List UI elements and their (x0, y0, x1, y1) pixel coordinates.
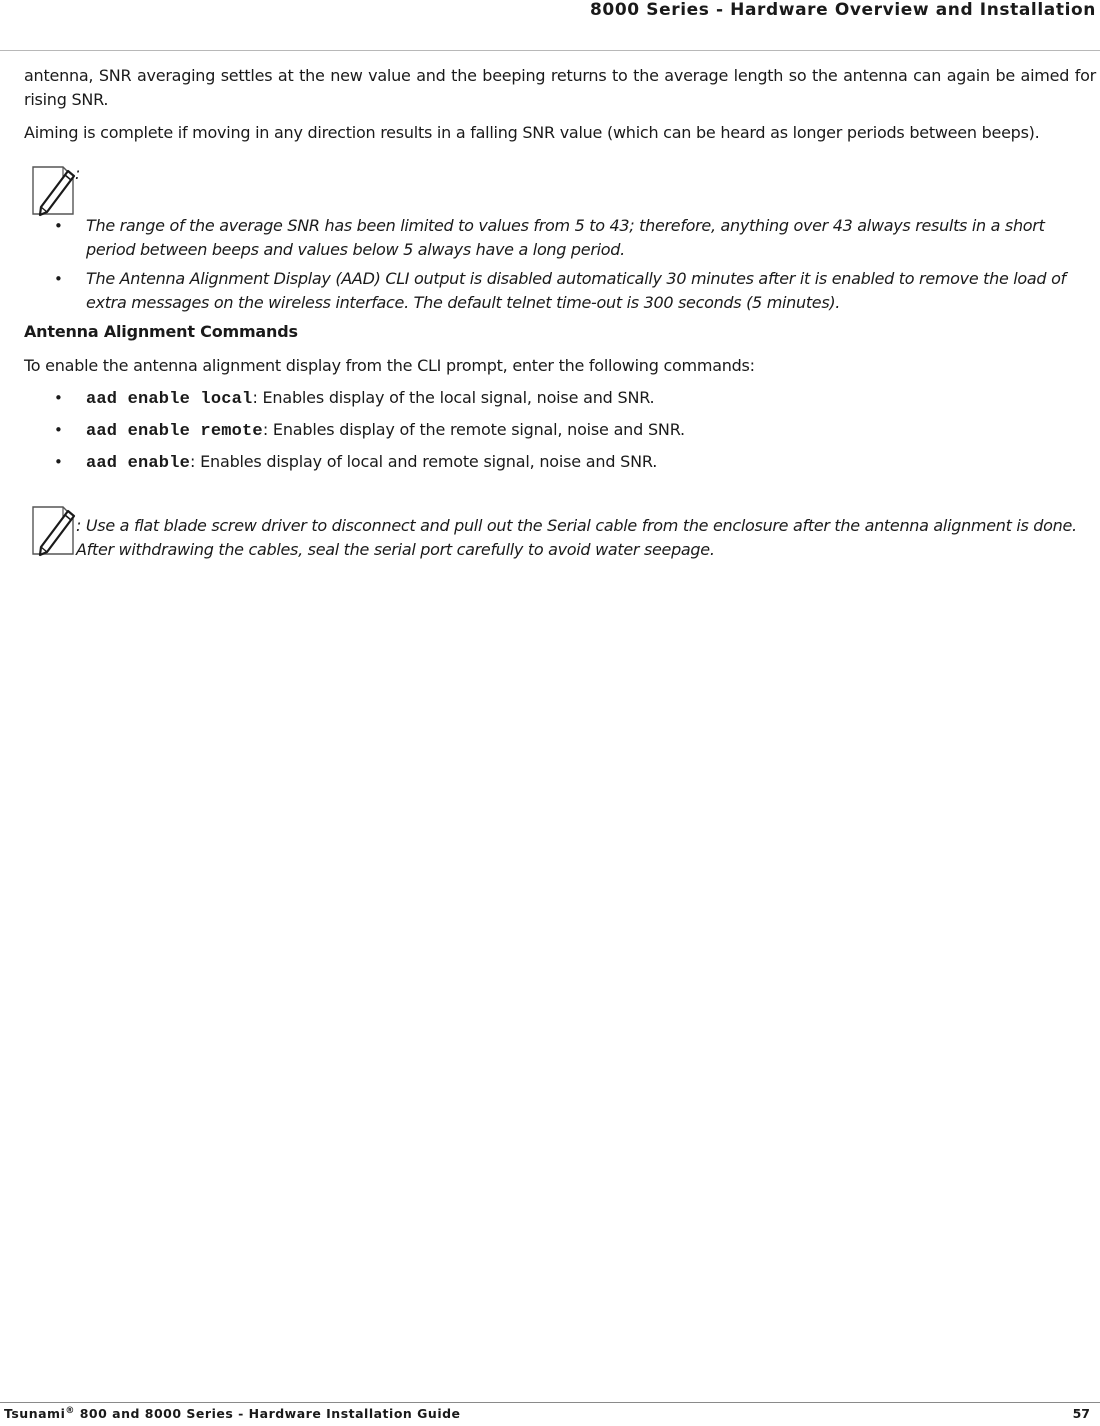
note-text: The range of the average SNR has been limited to values from 5 to 43; therefore, anything over 43 always results in a short period between beeps and values below 5 always have a long period. (86, 216, 1045, 259)
bullet: • (54, 421, 63, 439)
command-code: aad enable local (86, 390, 253, 409)
registered-mark: ® (65, 1406, 75, 1416)
paragraph-aiming-continued: antenna, SNR averaging settles at the new value and the beeping returns to the average length so the antenna can again be aimed for rising SNR. (24, 66, 1096, 109)
command-description: : Enables display of the local signal, noise and SNR. (252, 388, 655, 407)
page-header-title: 8000 Series - Hardware Overview and Installation (590, 0, 1096, 20)
note-text: The Antenna Alignment Display (AAD) CLI output is disabled automatically 30 minutes after it is enabled to remove the load of extra messages on the wireless interface. The default telnet time-out is 300 seconds (5 minutes). (86, 269, 1066, 312)
note-colon: : (75, 164, 81, 183)
note-item-aad-timeout (54, 267, 1096, 315)
command-item-both (54, 450, 1096, 476)
footer-guide-title (4, 1406, 461, 1421)
footer-brand: Tsunami (4, 1406, 66, 1421)
pencil-note-icon (27, 162, 79, 218)
command-code: aad enable (86, 454, 191, 473)
header-rule (0, 50, 1100, 51)
bullet: • (54, 453, 63, 471)
command-description: : Enables display of the remote signal, noise and SNR. (262, 420, 685, 439)
bullet: • (54, 389, 63, 407)
paragraph-aiming-complete: Aiming is complete if moving in any direction results in a falling SNR value (which can be heard as longer periods between beeps). (24, 123, 1040, 142)
command-description: : Enables display of local and remote signal, noise and SNR. (190, 452, 658, 471)
command-list (24, 386, 1096, 476)
footer-rule (0, 1402, 1100, 1403)
command-item-remote (54, 418, 1096, 444)
bullet: • (54, 217, 63, 235)
bullet: • (54, 270, 63, 288)
note-list (54, 162, 1096, 315)
page-content (24, 64, 1096, 562)
note-item-snr-range (54, 214, 1096, 262)
command-item-local (54, 386, 1096, 412)
command-code: aad enable remote (86, 422, 263, 441)
note-text: : Use a flat blade screw driver to disconnect and pull out the Serial cable from the enclosure after the antenna alignment is done. After withdrawing the cables, seal the serial port carefully to avoid water seepage. (76, 516, 1077, 559)
pencil-note-icon (27, 502, 79, 558)
section-heading-antenna-alignment-commands: Antenna Alignment Commands (24, 322, 298, 341)
paragraph-commands-intro: To enable the antenna alignment display from the CLI prompt, enter the following commands: (24, 356, 755, 375)
note-box-serial-cable (24, 502, 1096, 562)
footer-title-rest: 800 and 8000 Series - Hardware Installation Guide (74, 1406, 461, 1421)
note-box-snr (24, 162, 1096, 315)
page-number: 57 (1072, 1406, 1090, 1421)
